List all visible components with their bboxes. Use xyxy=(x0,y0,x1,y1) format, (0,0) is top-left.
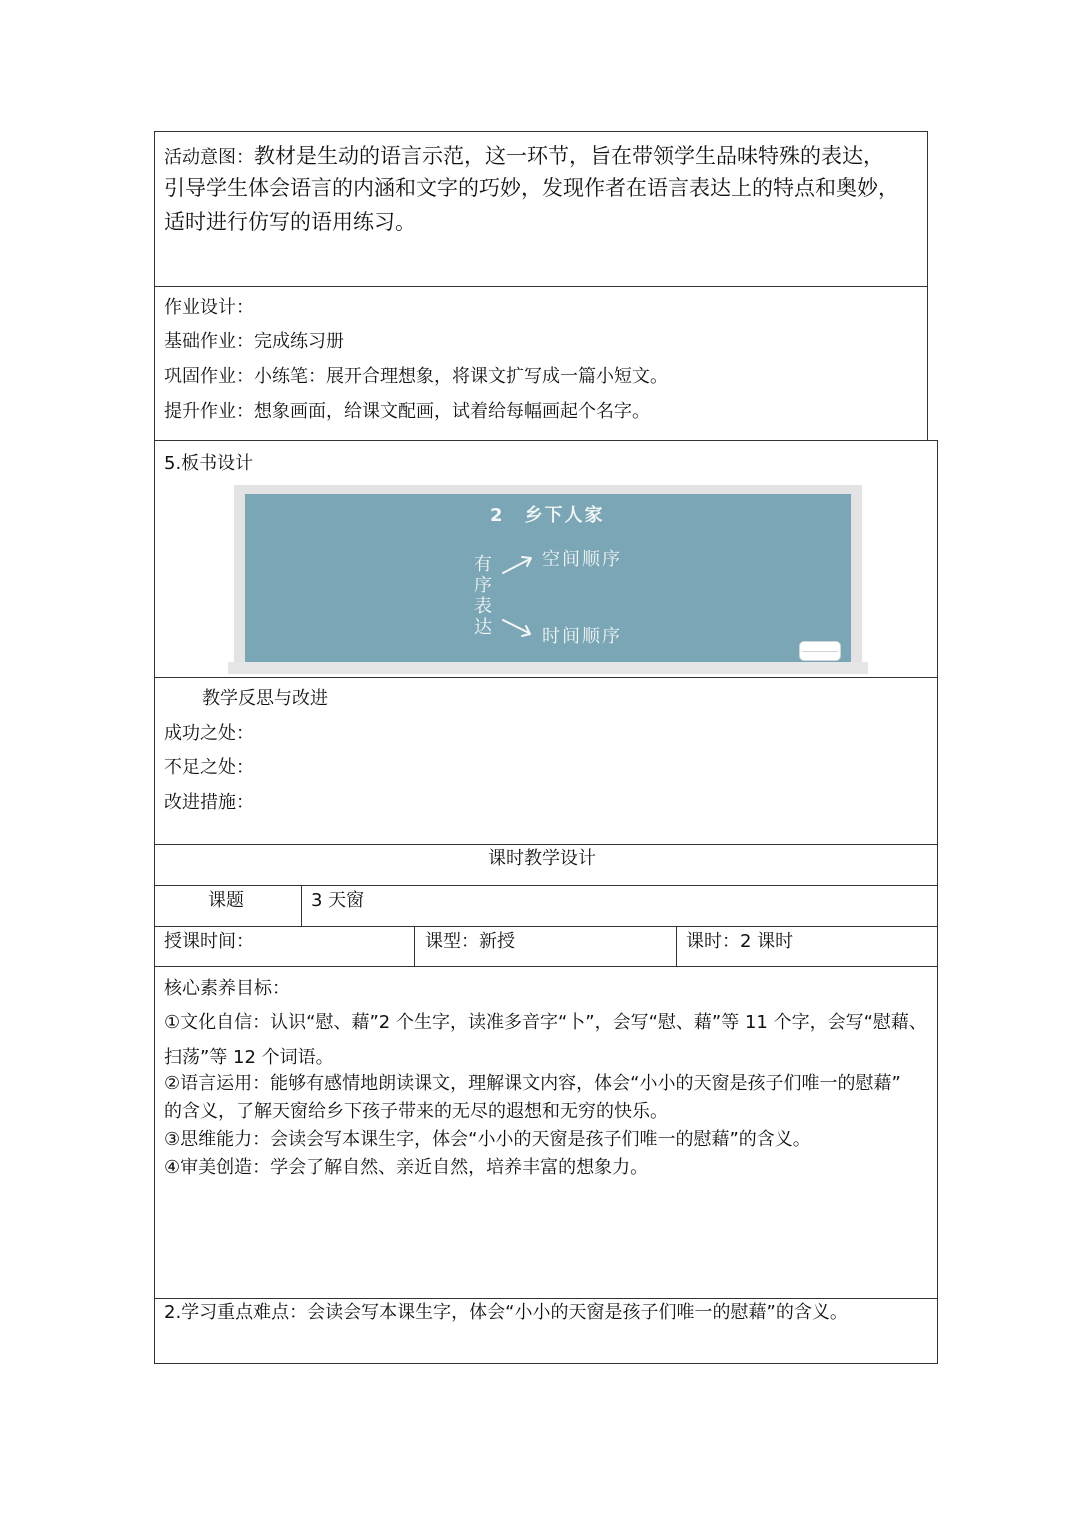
activity-intent-line-1: 教材是生动的语言示范，这一环节，旨在带领学生品味特殊的表达， xyxy=(254,144,884,168)
hours-label: 课时：2 课时 xyxy=(686,931,794,952)
type-label: 课型：新授 xyxy=(425,931,515,952)
row-divider xyxy=(154,966,938,967)
blackboard-branch-bottom: 时间顺序 xyxy=(542,626,622,647)
row-divider xyxy=(154,926,938,927)
blackboard-title: 2 乡下人家 xyxy=(490,505,605,526)
activity-intent-label: 活动意图： xyxy=(164,147,254,168)
blackboard xyxy=(245,494,851,662)
goal-2-line-2: 的含义，了解天窗给乡下孩子带来的无尽的遐想和无穷的快乐。 xyxy=(164,1101,668,1122)
col-divider xyxy=(301,885,302,927)
homework-consolidate: 巩固作业：小练笔：展开合理想象，将课文扩写成一篇小短文。 xyxy=(164,366,668,387)
key-points-text: 2.学习重点难点：会读会写本课生字，体会“小小的天窗是孩子们唯一的慰藉”的含义。 xyxy=(164,1302,848,1323)
goal-3: ③思维能力：会读会写本课生字，体会“小小的天窗是孩子们唯一的慰藉”的含义。 xyxy=(164,1129,811,1150)
core-goals-title: 核心素养目标： xyxy=(164,978,290,999)
row-divider xyxy=(154,885,938,886)
row-divider xyxy=(154,1298,938,1299)
arrow-down-line xyxy=(503,620,529,633)
homework-basic: 基础作业：完成练习册 xyxy=(164,331,344,352)
col-divider xyxy=(676,926,677,967)
lesson-design-header: 课时教学设计 xyxy=(488,848,596,869)
board-design-heading: 5.板书设计 xyxy=(164,453,254,474)
topic-value: 3 天窗 xyxy=(311,890,365,911)
homework-advanced: 提升作业：想象画面，给课文配画，试着给每幅画起个名字。 xyxy=(164,401,650,422)
reflection-improvement: 改进措施： xyxy=(164,792,254,813)
activity-intent-text xyxy=(164,143,884,169)
homework-title: 作业设计： xyxy=(164,297,254,318)
blackboard-tray xyxy=(228,662,868,674)
blackboard-branch-top: 空间顺序 xyxy=(542,549,622,570)
reflection-success: 成功之处： xyxy=(164,723,254,744)
activity-intent-line-3: 适时进行仿写的语用练习。 xyxy=(164,210,416,234)
goal-2-line-1: ②语言运用：能够有感情地朗读课文，理解课文内容，体会“小小的天窗是孩子们唯一的慰藉” xyxy=(164,1073,901,1094)
arrow-up-line xyxy=(503,559,530,573)
goal-1-line-2: 扫荡”等 12 个词语。 xyxy=(164,1047,334,1068)
goal-4: ④审美创造：学会了解自然、亲近自然，培养丰富的想象力。 xyxy=(164,1157,649,1178)
blackboard-vertical-text: 有序表达 xyxy=(474,554,492,638)
activity-intent-line-2: 引导学生体会语言的内涵和文字的巧妙，发现作者在语言表达上的特点和奥妙， xyxy=(164,176,899,200)
goal-1-line-1: ①文化自信：认识“慰、藉”2 个生字，读准多音字“卜”，会写“慰、藉”等 11 个字，会写“慰藉、 xyxy=(164,1012,927,1033)
reflection-shortcoming: 不足之处： xyxy=(164,757,254,778)
topic-label: 课题 xyxy=(208,890,244,911)
time-label: 授课时间： xyxy=(164,931,254,952)
col-divider xyxy=(414,926,415,967)
eraser-icon xyxy=(799,641,841,661)
reflection-title: 教学反思与改进 xyxy=(202,688,328,709)
